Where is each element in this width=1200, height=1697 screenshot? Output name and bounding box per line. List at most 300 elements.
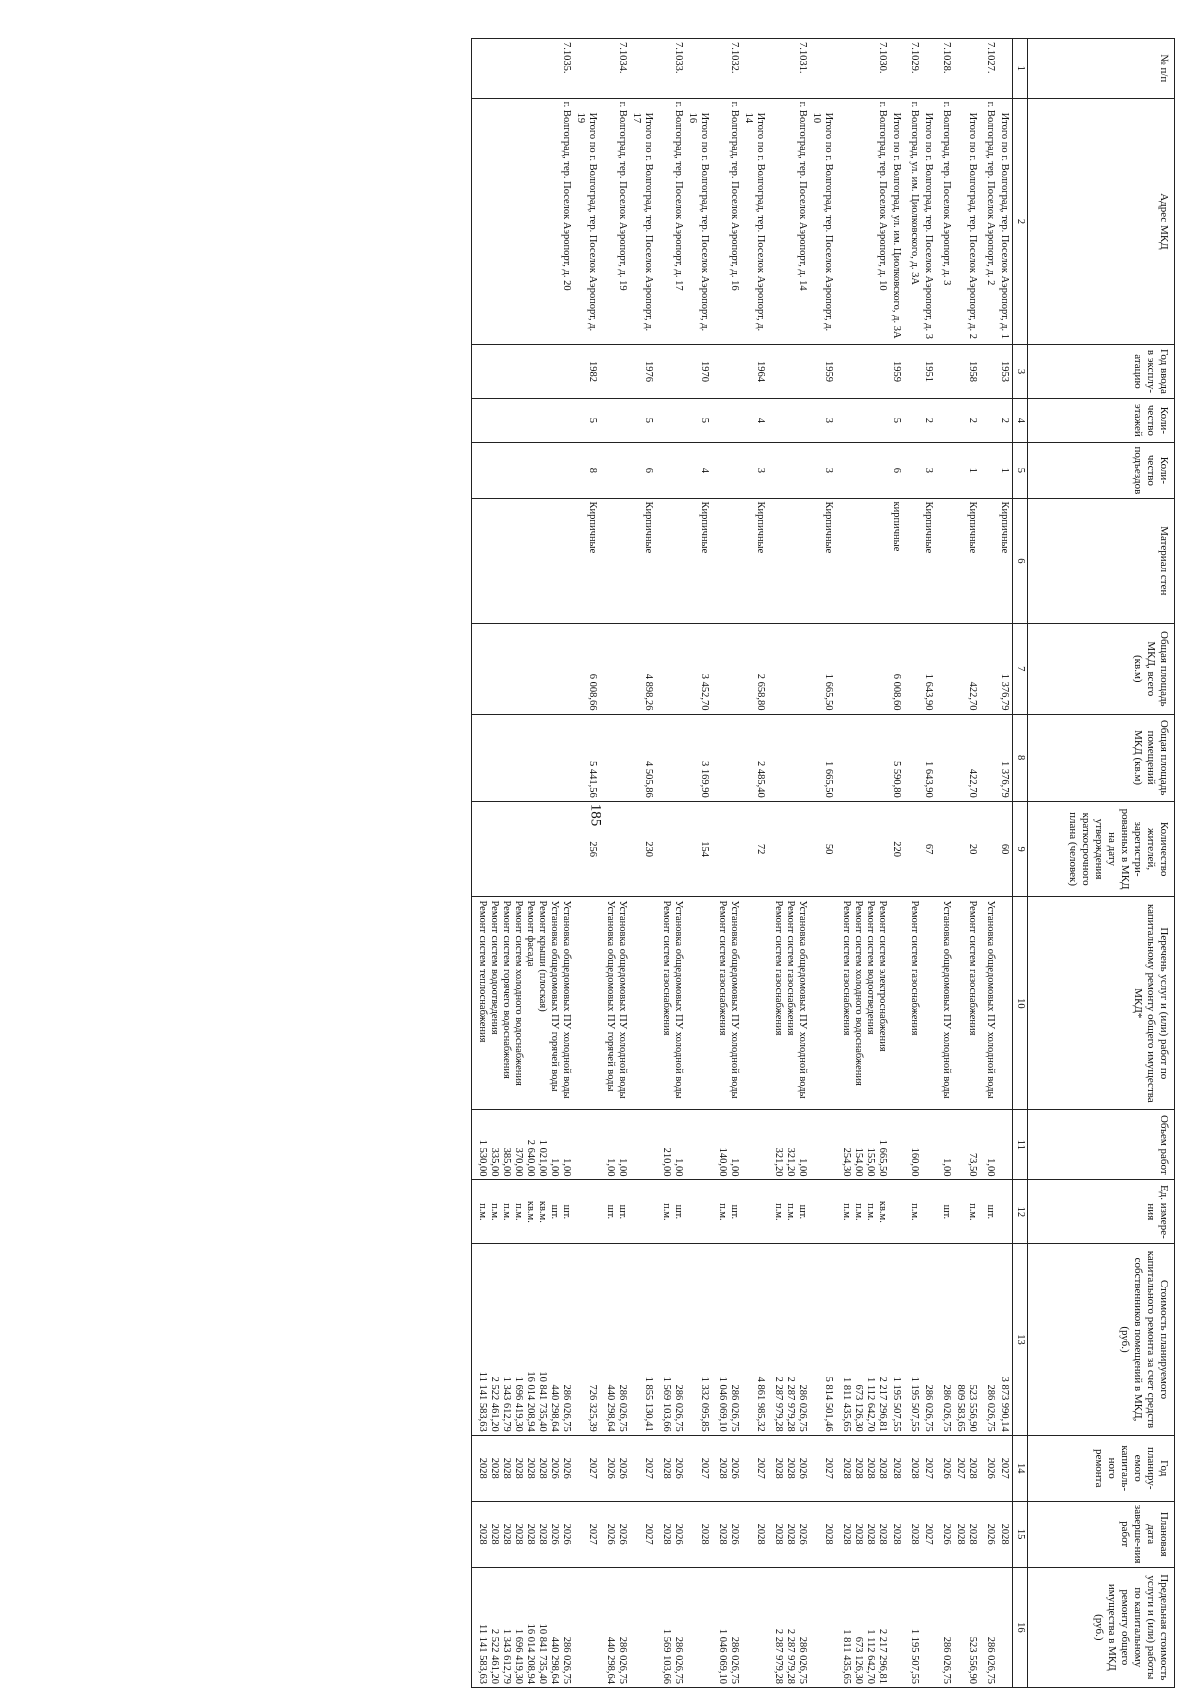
cell-line: 1,00	[941, 1158, 952, 1177]
table-cell	[656, 1501, 686, 1567]
table-cell	[936, 714, 954, 801]
column-header-5: Коли-чество подъездов	[1028, 443, 1175, 498]
table-cell	[890, 1244, 904, 1435]
cell-line: шт.	[985, 1204, 996, 1220]
cell-line: шт.	[561, 1204, 572, 1220]
cell-line: 2028	[785, 1523, 796, 1545]
table-cell: 1982	[574, 345, 600, 398]
column-header-16: Предельная стоимость услуги и (или) работы по капитальному ремонту общего имущества в МКД (руб.)	[1028, 1567, 1175, 1687]
table-cell: Итого по г. Волгоград, тер. Поселок Аэропорт, д. 3	[922, 98, 936, 345]
table-cell	[922, 1501, 936, 1567]
cell-line: 523 556,90	[967, 1384, 978, 1432]
table-cell	[742, 1501, 768, 1567]
table-cell	[936, 345, 954, 398]
table-cell	[904, 1244, 922, 1435]
cell-line: 286 026,75	[729, 1384, 740, 1432]
table-cell: Кирпичные	[954, 498, 980, 624]
table-body	[472, 39, 1013, 1688]
cell-line: Ремонт систем водоотведения	[489, 900, 500, 1035]
cell-line: 2026	[561, 1457, 572, 1479]
table-cell	[472, 443, 575, 498]
table-cell	[980, 801, 998, 897]
table-cell	[656, 624, 686, 714]
column-number-8: 8	[1013, 714, 1028, 801]
cell-line: 1 696 419,30	[513, 1628, 524, 1684]
table-cell	[936, 1180, 954, 1244]
column-number-16: 16	[1013, 1567, 1028, 1687]
table-cell	[768, 498, 810, 624]
cell-line: 2028	[537, 1457, 548, 1479]
table-cell: 5 590,80	[890, 714, 904, 801]
column-header-12: Ед. измере-ния	[1028, 1180, 1175, 1244]
table-cell	[600, 1244, 630, 1435]
table-cell	[656, 443, 686, 498]
cell-line: 1 195 507,55	[891, 1376, 902, 1432]
table-cell	[656, 1244, 686, 1435]
cell-line: 286 026,75	[561, 1384, 572, 1432]
table-cell	[630, 39, 656, 99]
table-cell: Итого по г. Волгоград, тер. Поселок Аэропорт, д. 16	[686, 98, 712, 345]
table-cell: 2027	[998, 1435, 1013, 1501]
capital-repair-table-container	[55, 38, 1175, 1688]
table-cell: 8	[574, 443, 600, 498]
column-number-1: 1	[1013, 39, 1028, 99]
cell-line: 1 046 069,10	[717, 1628, 728, 1684]
cell-line: п.м.	[489, 1203, 500, 1221]
table-cell: г. Волгоград, тер. Поселок Аэропорт, д. 10	[836, 98, 890, 345]
cell-line: Ремонт систем электроснабжения	[877, 900, 888, 1052]
table-row	[904, 39, 922, 1688]
cell-line: 2026	[605, 1457, 616, 1479]
table-cell	[712, 624, 742, 714]
table-cell	[980, 897, 998, 1110]
table-cell	[656, 897, 686, 1110]
cell-line: 2026	[549, 1457, 560, 1479]
cell-line: 2026	[605, 1523, 616, 1545]
table-cell	[712, 801, 742, 897]
table-cell: 6	[890, 443, 904, 498]
table-cell	[656, 1567, 686, 1687]
table-cell: г. Волгоград, тер. Поселок Аэропорт, д. 2	[980, 98, 998, 345]
table-cell	[712, 1110, 742, 1180]
cell-line: 2028	[489, 1457, 500, 1479]
table-cell: 3 169,90	[686, 714, 712, 801]
table-cell: 1953	[998, 345, 1013, 398]
column-header-14: Год планиру-емого капиталь-ного ремонта	[1028, 1435, 1175, 1501]
column-number-9: 9	[1013, 801, 1028, 897]
table-cell: Кирпичные	[922, 498, 936, 624]
table-cell	[630, 1501, 656, 1567]
table-cell	[600, 624, 630, 714]
cell-line: 2027	[643, 1457, 654, 1479]
table-cell: 67	[922, 801, 936, 897]
cell-line: 286 026,75	[985, 1636, 996, 1684]
table-cell: 60	[998, 801, 1013, 897]
table-cell	[712, 345, 742, 398]
table-cell	[472, 1567, 575, 1687]
table-cell	[574, 897, 600, 1110]
table-cell: 422,70	[954, 714, 980, 801]
table-cell: 7.1027.	[980, 39, 998, 99]
table-cell	[836, 1110, 890, 1180]
cell-line: 2026	[729, 1523, 740, 1545]
cell-line: 1 530,00	[477, 1139, 488, 1177]
table-cell: г. Волгоград, тер. Поселок Аэропорт, д. 17	[656, 98, 686, 345]
cell-line: 2028	[955, 1523, 966, 1545]
cell-line: 321,20	[785, 1147, 796, 1177]
table-cell	[712, 498, 742, 624]
table-cell: 1	[998, 443, 1013, 498]
table-cell	[836, 801, 890, 897]
cell-line: 286 026,75	[797, 1384, 808, 1432]
table-cell: 1 376,79	[998, 624, 1013, 714]
table-cell: 7.1034.	[600, 39, 630, 99]
cell-line: 5 814 501,46	[823, 1376, 834, 1432]
cell-line: 286 026,75	[617, 1384, 628, 1432]
cell-line: 1 696 419,30	[513, 1376, 524, 1432]
table-cell: 2	[922, 398, 936, 443]
table-cell: 1 665,50	[810, 624, 836, 714]
cell-line: 2028	[853, 1523, 864, 1545]
cell-line: 1,00	[673, 1158, 684, 1177]
table-cell	[600, 1567, 630, 1687]
table-cell	[904, 1501, 922, 1567]
table-cell	[768, 801, 810, 897]
cell-line: 155,00	[865, 1147, 876, 1177]
cell-line: 2028	[773, 1457, 784, 1479]
table-cell	[922, 897, 936, 1110]
column-number-14: 14	[1013, 1435, 1028, 1501]
table-cell	[890, 1110, 904, 1180]
table-cell	[656, 1110, 686, 1180]
cell-line: 2 522 461,20	[489, 1376, 500, 1432]
cell-line: 2 217 296,81	[877, 1628, 888, 1684]
cell-line: 1 112 642,70	[865, 1629, 876, 1684]
table-cell: Кирпичные	[686, 498, 712, 624]
total-row	[574, 39, 600, 1688]
table-cell: 5	[890, 398, 904, 443]
table-cell: 2	[998, 398, 1013, 443]
table-cell	[936, 1244, 954, 1435]
cell-line: Ремонт систем газоснабжения	[717, 900, 728, 1036]
table-cell	[472, 801, 575, 897]
cell-line: Ремонт систем холодного водоснабжения	[853, 900, 864, 1086]
cell-line: Установка общедомовых ПУ горячей воды	[605, 900, 616, 1092]
cell-line: 286 026,75	[729, 1636, 740, 1684]
table-cell	[936, 897, 954, 1110]
table-cell	[904, 443, 922, 498]
table-cell	[904, 345, 922, 398]
table-cell	[836, 1244, 890, 1435]
table-cell	[742, 1435, 768, 1501]
cell-line: 2 522 461,20	[489, 1628, 500, 1684]
table-cell: 4 898,26	[630, 624, 656, 714]
table-cell	[686, 39, 712, 99]
cell-line: Ремонт фасада	[525, 900, 536, 967]
cell-line: 1 855 130,41	[643, 1376, 654, 1432]
table-cell	[686, 1567, 712, 1687]
table-cell	[936, 624, 954, 714]
cell-line: 1,00	[561, 1158, 572, 1177]
cell-line: 2027	[587, 1523, 598, 1545]
cell-line: 286 026,75	[941, 1636, 952, 1684]
table-cell	[600, 801, 630, 897]
cell-line: 2028	[785, 1457, 796, 1479]
cell-line: шт.	[605, 1204, 616, 1220]
table-header-row	[1028, 39, 1175, 1688]
cell-line: 2026	[617, 1523, 628, 1545]
table-cell	[600, 443, 630, 498]
table-cell: 72	[742, 801, 768, 897]
cell-line: 2028	[841, 1523, 852, 1545]
table-cell: Кирпичные	[630, 498, 656, 624]
column-header-9: Количество жителей, зарегистри-рованных в МКД на дату утверждения краткосрочного плана (человек)	[1028, 801, 1175, 897]
cell-line: п.м.	[501, 1203, 512, 1221]
cell-line: 321,20	[773, 1147, 784, 1177]
cell-line: Ремонт систем газоснабжения	[661, 900, 672, 1036]
table-cell: 7.1033.	[656, 39, 686, 99]
table-cell: Итого по г. Волгоград, ул. им. Циолковского, д. 3А	[890, 98, 904, 345]
table-cell: 220	[890, 801, 904, 897]
table-cell	[768, 1180, 810, 1244]
table-cell	[630, 1244, 656, 1435]
column-number-11: 11	[1013, 1110, 1028, 1180]
table-cell	[600, 345, 630, 398]
cell-line: 2028	[755, 1523, 766, 1545]
table-cell: Итого по г. Волгоград, тер. Поселок Аэропорт, д. 10	[810, 98, 836, 345]
table-cell: 1958	[954, 345, 980, 398]
cell-line: 2 287 979,28	[773, 1376, 784, 1432]
cell-line: 2026	[985, 1523, 996, 1545]
cell-line: 2028	[525, 1457, 536, 1479]
cell-line: шт.	[617, 1204, 628, 1220]
cell-line: Ремонт систем теплоснабжения	[477, 900, 488, 1043]
table-cell	[472, 1501, 575, 1567]
cell-line: 2 217 296,81	[877, 1376, 888, 1432]
cell-line: 2026	[797, 1457, 808, 1479]
table-cell	[742, 1110, 768, 1180]
total-row	[890, 39, 904, 1688]
cell-line: 440 298,64	[605, 1384, 616, 1432]
column-number-row	[1013, 39, 1028, 1688]
table-cell: 7.1032.	[712, 39, 742, 99]
cell-line: 440 298,64	[549, 1384, 560, 1432]
table-cell: 2028	[998, 1501, 1013, 1567]
cell-line: 1 046 069,10	[717, 1376, 728, 1432]
cell-line: 286 026,75	[561, 1636, 572, 1684]
total-row	[998, 39, 1013, 1688]
table-cell	[574, 1110, 600, 1180]
table-cell: 1959	[890, 345, 904, 398]
table-row	[768, 39, 810, 1688]
cell-line: 2 287 979,28	[785, 1376, 796, 1432]
table-cell: кирпичные	[890, 498, 904, 624]
cell-line: 16 014 208,94	[525, 1371, 536, 1432]
cell-line: Установка общедомовых ПУ холодной воды	[729, 900, 740, 1099]
table-cell	[836, 624, 890, 714]
table-cell	[810, 1180, 836, 1244]
table-cell	[600, 714, 630, 801]
table-cell	[890, 897, 904, 1110]
table-cell	[936, 398, 954, 443]
table-cell: 1 643,90	[922, 624, 936, 714]
cell-line: 286 026,75	[941, 1384, 952, 1432]
table-cell: 6 008,66	[574, 624, 600, 714]
cell-line: 2026	[729, 1457, 740, 1479]
table-cell	[630, 1435, 656, 1501]
table-cell	[936, 801, 954, 897]
table-cell	[686, 1110, 712, 1180]
cell-line: 286 026,75	[673, 1636, 684, 1684]
table-cell	[836, 1180, 890, 1244]
table-cell: 3	[810, 443, 836, 498]
cell-line: 1 195 507,55	[909, 1376, 920, 1432]
table-cell	[980, 1501, 998, 1567]
table-cell	[998, 39, 1013, 99]
table-cell: 1	[954, 443, 980, 498]
column-number-6: 6	[1013, 498, 1028, 624]
table-cell	[742, 1180, 768, 1244]
column-header-10: Перечень услуг и (или) работ по капитальному ремонту общего имущества МКД*	[1028, 897, 1175, 1110]
table-cell	[836, 714, 890, 801]
table-cell: 230	[630, 801, 656, 897]
table-cell	[768, 1567, 810, 1687]
cell-line: Ремонт систем холодного водоснабжения	[513, 900, 524, 1086]
cell-line: 2028	[489, 1523, 500, 1545]
table-cell: 3 873 990,14	[998, 1244, 1013, 1435]
cell-line: п.м.	[717, 1203, 728, 1221]
cell-line: 2028	[909, 1457, 920, 1479]
table-cell	[922, 1180, 936, 1244]
table-cell: 20	[954, 801, 980, 897]
cell-line: 2028	[501, 1457, 512, 1479]
cell-line: 1 665,50	[877, 1139, 888, 1177]
cell-line: 440 298,64	[605, 1636, 616, 1684]
table-cell: Итого по г. Волгоград, тер. Поселок Аэропорт, д. 14	[742, 98, 768, 345]
table-cell	[922, 39, 936, 99]
cell-line: Ремонт систем газоснабжения	[773, 900, 784, 1036]
table-cell	[712, 714, 742, 801]
table-cell	[810, 1110, 836, 1180]
cell-line: 1 569 103,66	[661, 1628, 672, 1684]
column-header-3: Год ввода в эксплу-атацию	[1028, 345, 1175, 398]
cell-line: Установка общедомовых ПУ холодной воды	[797, 900, 808, 1099]
total-row	[742, 39, 768, 1688]
table-cell: 50	[810, 801, 836, 897]
table-cell	[836, 1435, 890, 1501]
table-cell: 3	[742, 443, 768, 498]
cell-line: 2028	[717, 1523, 728, 1545]
table-cell	[890, 39, 904, 99]
table-cell	[980, 1180, 998, 1244]
table-cell	[980, 345, 998, 398]
table-cell	[472, 398, 575, 443]
cell-line: 1,00	[797, 1158, 808, 1177]
cell-line: 2027	[823, 1457, 834, 1479]
cell-line: 2028	[513, 1523, 524, 1545]
cell-line: 2026	[549, 1523, 560, 1545]
table-cell	[768, 398, 810, 443]
total-row	[630, 39, 656, 1688]
cell-line: шт.	[549, 1204, 560, 1220]
table-cell: 1970	[686, 345, 712, 398]
cell-line: п.м.	[967, 1203, 978, 1221]
table-row	[836, 39, 890, 1688]
cell-line: 2028	[967, 1457, 978, 1479]
table-cell: 5	[686, 398, 712, 443]
cell-line: 2027	[755, 1457, 766, 1479]
table-cell: 6 008,60	[890, 624, 904, 714]
table-cell	[810, 1244, 836, 1435]
table-cell	[954, 1435, 980, 1501]
table-cell	[686, 1180, 712, 1244]
table-cell	[686, 1435, 712, 1501]
table-cell: 7.1035.	[472, 39, 575, 99]
table-cell	[472, 714, 575, 801]
cell-line: 2028	[877, 1457, 888, 1479]
table-cell: 3	[922, 443, 936, 498]
cell-line: 2028	[823, 1523, 834, 1545]
table-cell	[472, 1435, 575, 1501]
table-row	[472, 39, 575, 1688]
cell-line: Ремонт крыши (плоская)	[537, 900, 548, 1012]
cell-line: кв.м.	[877, 1200, 888, 1223]
table-cell	[472, 1110, 575, 1180]
cell-line: 673 126,30	[853, 1384, 864, 1432]
table-cell	[980, 714, 998, 801]
table-cell	[656, 345, 686, 398]
cell-line: 809 583,65	[955, 1384, 966, 1432]
cell-line: Ремонт систем водоотведения	[865, 900, 876, 1035]
cell-line: 1 112 642,70	[865, 1377, 876, 1432]
cell-line: 1,00	[617, 1158, 628, 1177]
column-number-5: 5	[1013, 443, 1028, 498]
cell-line: Установка общедомовых ПУ холодной воды	[941, 900, 952, 1099]
table-cell	[768, 714, 810, 801]
table-cell	[600, 498, 630, 624]
table-cell: Итого по г. Волгоград, тер. Поселок Аэропорт, д. 2	[954, 98, 980, 345]
table-cell: 4	[686, 443, 712, 498]
total-row	[954, 39, 980, 1688]
column-header-8: Общая площадь помещений МКД (кв.м)	[1028, 714, 1175, 801]
cell-line: п.м.	[909, 1203, 920, 1221]
cell-line: 1,00	[549, 1158, 560, 1177]
cell-line: 2026	[941, 1457, 952, 1479]
table-cell: Кирпичные	[998, 498, 1013, 624]
cell-line: 2026	[797, 1523, 808, 1545]
table-cell: Кирпичные	[742, 498, 768, 624]
table-cell: 5	[630, 398, 656, 443]
table-cell	[656, 1435, 686, 1501]
total-row	[810, 39, 836, 1688]
cell-line: 1 811 435,65	[841, 1629, 852, 1684]
table-cell	[472, 345, 575, 398]
cell-line: 1,00	[985, 1158, 996, 1177]
cell-line: Установка общедомовых ПУ холодной воды	[561, 900, 572, 1099]
table-cell	[890, 1435, 904, 1501]
table-row	[600, 39, 630, 1688]
cell-line: Ремонт систем газоснабжения	[967, 900, 978, 1036]
cell-line: 210,00	[661, 1147, 672, 1177]
table-cell	[954, 1244, 980, 1435]
table-cell	[922, 1435, 936, 1501]
table-cell: 7.1029.	[904, 39, 922, 99]
table-cell	[904, 897, 922, 1110]
cell-line: шт.	[941, 1204, 952, 1220]
table-cell	[472, 624, 575, 714]
table-cell	[922, 1110, 936, 1180]
table-cell: 2 658,80	[742, 624, 768, 714]
